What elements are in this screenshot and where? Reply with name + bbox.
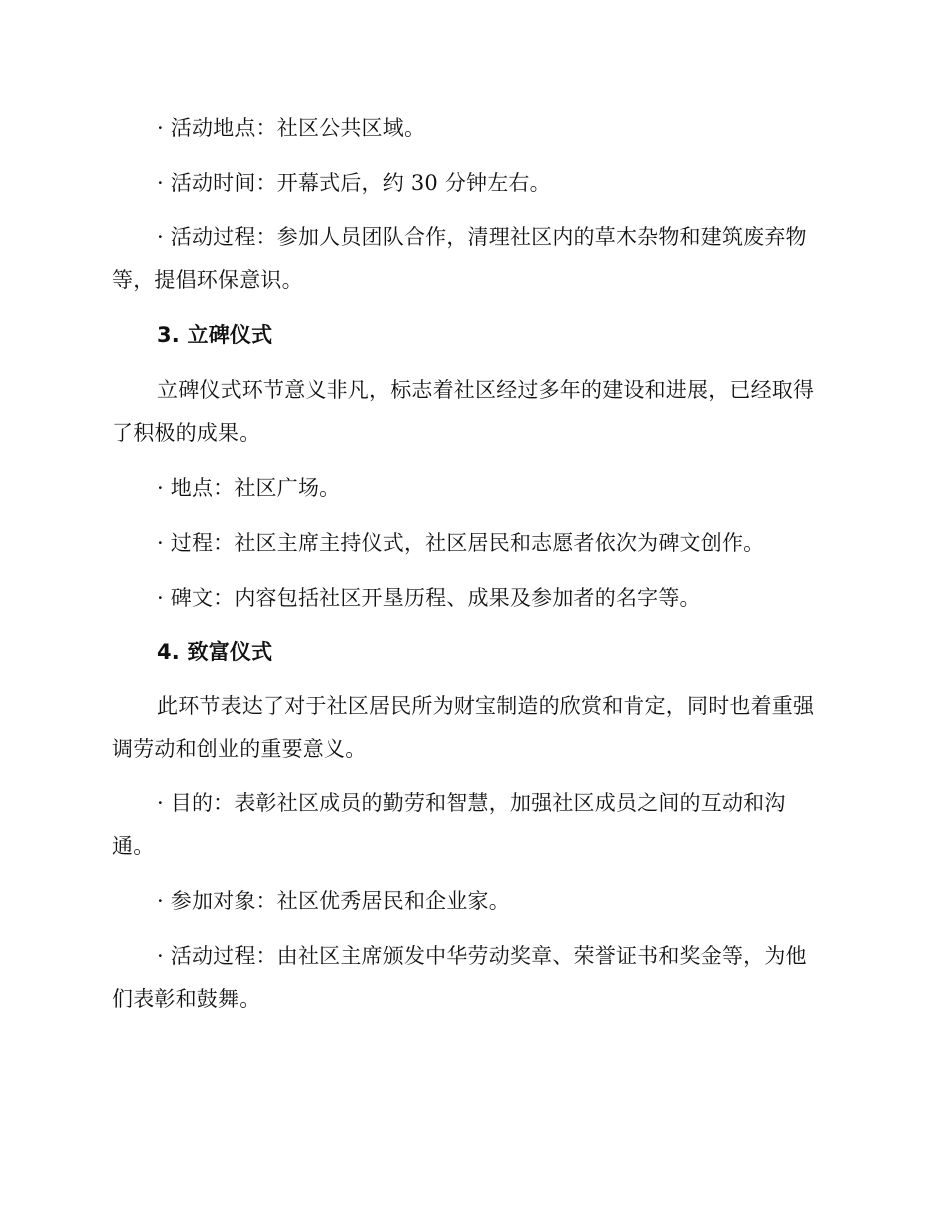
paragraph-wealth-line2: 调劳动和创业的重要意义。	[112, 737, 367, 761]
bullet-wealth-process-line2: 们表彰和鼓舞。	[112, 987, 261, 1011]
bullet-wealth-process-line1: · 活动过程：由社区主席颁发中华劳动奖章、荣誉证书和奖金等，为他	[157, 944, 807, 968]
bullet-activity-process-line2: 等，提倡环保意识。	[112, 268, 303, 292]
bullet-wealth-participants: · 参加对象：社区优秀居民和企业家。	[157, 889, 510, 913]
bullet-monument-process: · 过程：社区主席主持仪式，社区居民和志愿者依次为碑文创作。	[157, 531, 765, 555]
paragraph-monument-line2: 了积极的成果。	[112, 421, 261, 445]
section-heading-4: 4. 致富仪式	[157, 640, 273, 664]
section-heading-3: 3. 立碑仪式	[157, 323, 273, 347]
bullet-activity-time: · 活动时间：开幕式后，约 30 分钟左右。	[157, 171, 551, 195]
bullet-activity-location: · 活动地点：社区公共区域。	[157, 116, 426, 140]
bullet-activity-process-line1: · 活动过程：参加人员团队合作，清理社区内的草木杂物和建筑废弃物	[157, 225, 807, 249]
bullet-monument-inscription: · 碑文：内容包括社区开垦历程、成果及参加者的名字等。	[157, 586, 701, 610]
paragraph-wealth-line1: 此环节表达了对于社区居民所为财宝制造的欣赏和肯定，同时也着重强	[157, 694, 815, 718]
bullet-monument-location: · 地点：社区广场。	[157, 476, 341, 500]
bullet-wealth-purpose-line1: · 目的：表彰社区成员的勤劳和智慧，加强社区成员之间的互动和沟	[157, 791, 786, 815]
bullet-wealth-purpose-line2: 通。	[112, 834, 155, 858]
paragraph-monument-line1: 立碑仪式环节意义非凡，标志着社区经过多年的建设和进展，已经取得	[157, 378, 815, 402]
